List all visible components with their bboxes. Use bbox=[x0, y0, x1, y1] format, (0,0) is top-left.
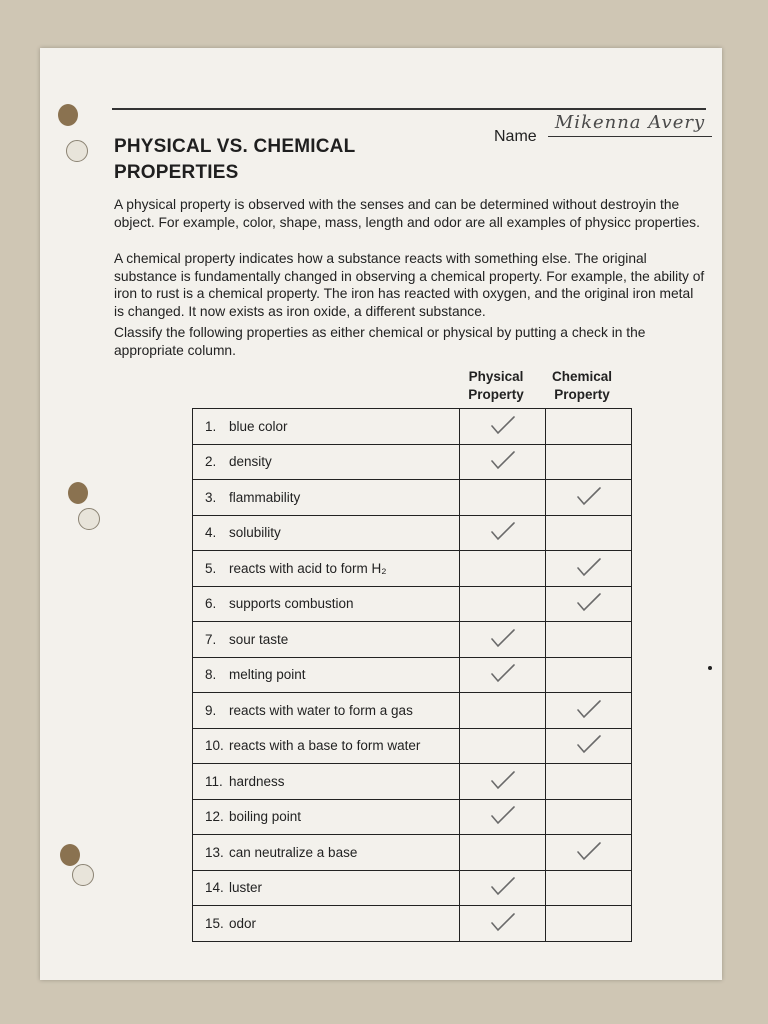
physical-check-cell[interactable] bbox=[460, 622, 546, 658]
check-mark-icon bbox=[489, 875, 517, 897]
chemical-check-cell[interactable] bbox=[546, 728, 632, 764]
row-number: 5. bbox=[205, 560, 217, 576]
table-row bbox=[193, 444, 632, 480]
check-mark-icon bbox=[489, 520, 517, 542]
punch-hole-icon bbox=[72, 864, 94, 886]
check-mark-icon bbox=[575, 591, 603, 613]
chemical-header-line-2: Property bbox=[554, 387, 610, 402]
punch-hole-shadow bbox=[60, 844, 80, 866]
top-rule bbox=[112, 108, 706, 110]
chemical-check-cell[interactable] bbox=[546, 764, 632, 800]
table-row bbox=[193, 870, 632, 906]
row-number: 15. bbox=[205, 915, 224, 931]
property-label: boiling point bbox=[229, 809, 302, 825]
name-label: Name bbox=[494, 128, 537, 145]
table-row bbox=[193, 799, 632, 835]
row-number: 13. bbox=[205, 844, 224, 860]
property-cell bbox=[193, 835, 460, 871]
row-number: 1. bbox=[205, 418, 217, 434]
property-cell bbox=[193, 799, 460, 835]
physical-check-cell[interactable] bbox=[460, 870, 546, 906]
property-label: sour taste bbox=[229, 631, 289, 647]
property-label: supports combustion bbox=[229, 596, 354, 612]
table-row bbox=[193, 835, 632, 871]
physical-check-cell[interactable] bbox=[460, 409, 546, 445]
check-mark-icon bbox=[575, 733, 603, 755]
worksheet-page bbox=[40, 48, 722, 980]
title-line-2: PROPERTIES bbox=[114, 162, 239, 183]
chemical-check-cell[interactable] bbox=[546, 480, 632, 516]
table-row bbox=[193, 657, 632, 693]
property-cell bbox=[193, 515, 460, 551]
row-number: 14. bbox=[205, 880, 224, 896]
property-cell bbox=[193, 444, 460, 480]
property-cell bbox=[193, 870, 460, 906]
instructions: Classify the following properties as either chemical or physical by putting a check in the appropriate column. bbox=[114, 325, 646, 358]
property-cell bbox=[193, 906, 460, 942]
physical-check-cell[interactable] bbox=[460, 586, 546, 622]
physical-check-cell[interactable] bbox=[460, 799, 546, 835]
property-cell bbox=[193, 551, 460, 587]
row-number: 6. bbox=[205, 596, 217, 612]
table-row bbox=[193, 906, 632, 942]
check-mark-icon bbox=[489, 627, 517, 649]
chemical-check-cell[interactable] bbox=[546, 622, 632, 658]
chemical-check-cell[interactable] bbox=[546, 693, 632, 729]
table-row bbox=[193, 693, 632, 729]
physical-check-cell[interactable] bbox=[460, 906, 546, 942]
property-label: luster bbox=[229, 880, 263, 896]
table-row bbox=[193, 728, 632, 764]
chemical-check-cell[interactable] bbox=[546, 906, 632, 942]
row-number: 10. bbox=[205, 738, 224, 754]
ink-dot bbox=[708, 666, 712, 670]
row-number: 7. bbox=[205, 631, 217, 647]
chemical-check-cell[interactable] bbox=[546, 551, 632, 587]
row-number: 2. bbox=[205, 454, 217, 470]
row-number: 12. bbox=[205, 809, 224, 825]
table-row bbox=[193, 622, 632, 658]
chemical-check-cell[interactable] bbox=[546, 870, 632, 906]
punch-hole-icon bbox=[78, 508, 100, 530]
table-row bbox=[193, 551, 632, 587]
check-mark-icon bbox=[489, 662, 517, 684]
property-label: reacts with acid to form H₂ bbox=[229, 560, 387, 576]
property-cell bbox=[193, 764, 460, 800]
table-row bbox=[193, 409, 632, 445]
chemical-check-cell[interactable] bbox=[546, 515, 632, 551]
property-label: can neutralize a base bbox=[229, 844, 358, 860]
check-mark-icon bbox=[489, 911, 517, 933]
property-label: melting point bbox=[229, 667, 306, 683]
chemical-check-cell[interactable] bbox=[546, 409, 632, 445]
name-field[interactable]: Mikenna Avery bbox=[548, 112, 712, 137]
property-cell bbox=[193, 693, 460, 729]
title-line-1: PHYSICAL VS. CHEMICAL bbox=[114, 136, 356, 157]
property-label: odor bbox=[229, 915, 257, 931]
row-number: 4. bbox=[205, 525, 217, 541]
property-cell bbox=[193, 657, 460, 693]
chemical-check-cell[interactable] bbox=[546, 444, 632, 480]
property-cell bbox=[193, 409, 460, 445]
property-label: hardness bbox=[229, 773, 285, 789]
physical-check-cell[interactable] bbox=[460, 444, 546, 480]
chemical-check-cell[interactable] bbox=[546, 835, 632, 871]
chemical-check-cell[interactable] bbox=[546, 657, 632, 693]
check-mark-icon bbox=[489, 414, 517, 436]
check-mark-icon bbox=[575, 556, 603, 578]
property-cell bbox=[193, 622, 460, 658]
check-mark-icon bbox=[489, 449, 517, 471]
physical-check-cell[interactable] bbox=[460, 551, 546, 587]
physical-check-cell[interactable] bbox=[460, 835, 546, 871]
property-label: solubility bbox=[229, 525, 281, 541]
row-number: 9. bbox=[205, 702, 217, 718]
property-cell bbox=[193, 728, 460, 764]
table-row bbox=[193, 480, 632, 516]
property-label: flammability bbox=[229, 489, 301, 505]
chemical-column-header bbox=[542, 368, 622, 404]
physical-check-cell[interactable] bbox=[460, 764, 546, 800]
physical-header-line-1: Physical bbox=[468, 369, 524, 384]
check-mark-icon bbox=[575, 698, 603, 720]
physical-column-header bbox=[456, 368, 536, 404]
physical-check-cell[interactable] bbox=[460, 515, 546, 551]
row-number: 3. bbox=[205, 489, 217, 505]
check-mark-icon bbox=[575, 840, 603, 862]
table-row bbox=[193, 764, 632, 800]
punch-hole-shadow bbox=[58, 104, 78, 126]
physical-header-line-2: Property bbox=[468, 387, 524, 402]
table-row bbox=[193, 586, 632, 622]
physical-check-cell[interactable] bbox=[460, 657, 546, 693]
row-number: 11. bbox=[205, 773, 223, 789]
punch-hole-shadow bbox=[68, 482, 88, 504]
physical-definition: A physical property is observed with the senses and can be determined without destroyin the object. For example, color, shape, mass, length and odor are all examples of physicc properties. bbox=[114, 197, 700, 230]
check-mark-icon bbox=[575, 485, 603, 507]
chemical-check-cell[interactable] bbox=[546, 586, 632, 622]
chemical-definition: A chemical property indicates how a substance reacts with something else. The original substance is fundamentally changed in observing a chemical property. For example, the ability of iron to rust is a chemical property. The iron has reacted with oxygen, and the original iron metal is changed. It now exists as iron oxide, a different substance. bbox=[114, 251, 705, 319]
table-row bbox=[193, 515, 632, 551]
property-cell bbox=[193, 586, 460, 622]
check-mark-icon bbox=[489, 769, 517, 791]
property-label: reacts with a base to form water bbox=[229, 738, 421, 754]
properties-table bbox=[192, 408, 632, 942]
chemical-check-cell[interactable] bbox=[546, 799, 632, 835]
check-mark-icon bbox=[489, 804, 517, 826]
property-label: blue color bbox=[229, 418, 288, 434]
physical-check-cell[interactable] bbox=[460, 728, 546, 764]
chemical-header-line-1: Chemical bbox=[551, 369, 613, 384]
property-label: density bbox=[229, 454, 272, 470]
punch-hole-icon bbox=[66, 140, 88, 162]
property-cell bbox=[193, 480, 460, 516]
physical-check-cell[interactable] bbox=[460, 693, 546, 729]
property-label: reacts with water to form a gas bbox=[229, 702, 413, 718]
row-number: 8. bbox=[205, 667, 217, 683]
physical-check-cell[interactable] bbox=[460, 480, 546, 516]
page-title bbox=[114, 134, 355, 186]
